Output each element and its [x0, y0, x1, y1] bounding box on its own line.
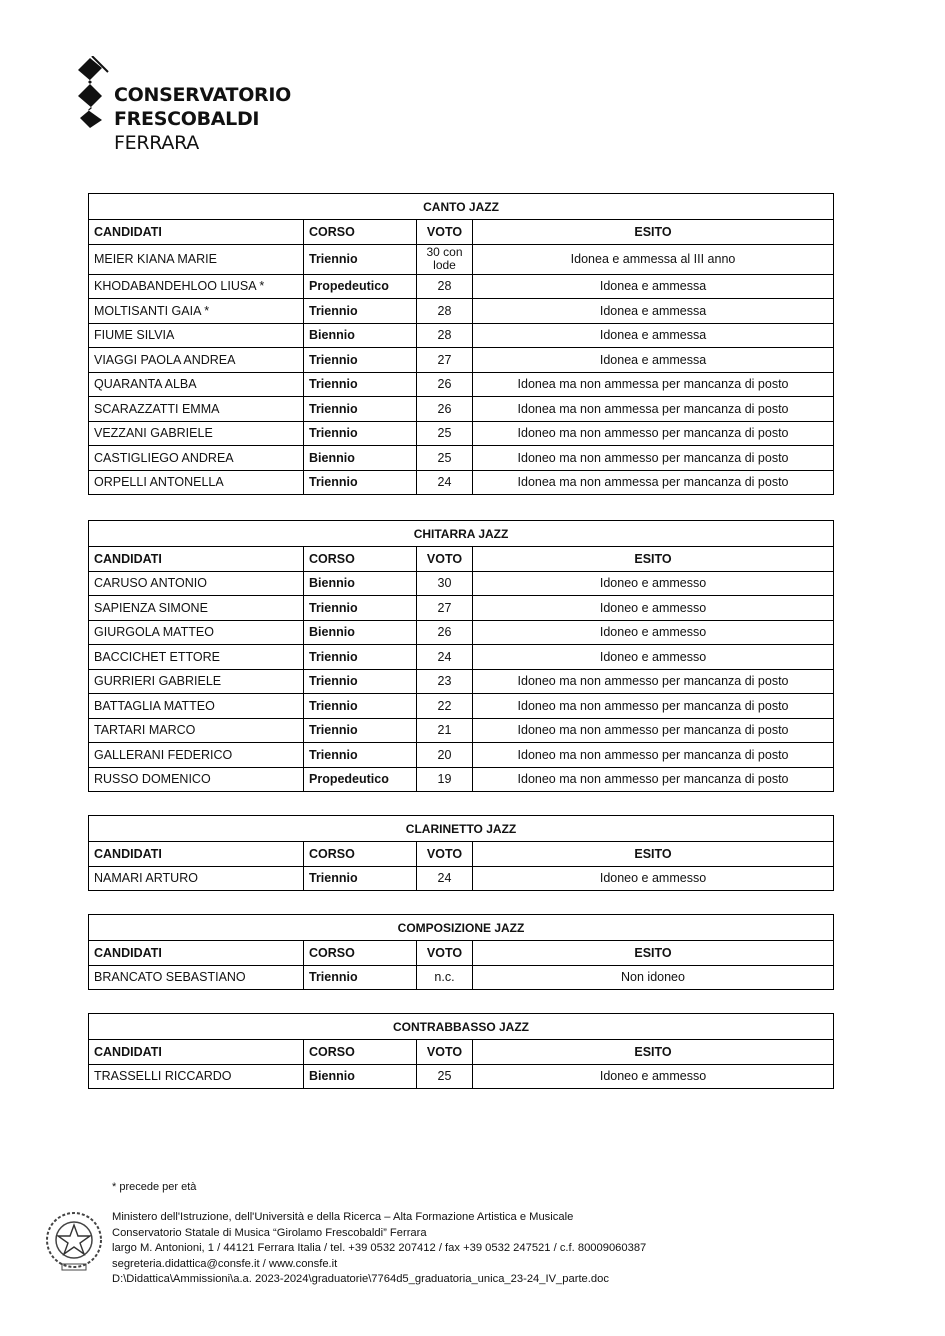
course: Triennio — [304, 244, 417, 274]
candidate-name: KHODABANDEHLOO LIUSA * — [89, 274, 304, 299]
course: Biennio — [304, 571, 417, 596]
grade: 25 — [417, 421, 473, 446]
outcome: Idonea ma non ammessa per mancanza di posto — [473, 397, 834, 422]
logo-line-frescobaldi: FRESCOBALDI — [114, 108, 260, 130]
grade: 24 — [417, 866, 473, 891]
grade: 25 — [417, 1064, 473, 1089]
column-header-esito: ESITO — [473, 842, 834, 867]
candidate-name: CARUSO ANTONIO — [89, 571, 304, 596]
column-header-esito: ESITO — [473, 220, 834, 245]
table-row — [89, 743, 834, 768]
outcome: Idonea e ammessa — [473, 348, 834, 373]
conservatorio-logo — [78, 56, 338, 156]
table-row — [89, 299, 834, 324]
outcome: Idoneo ma non ammesso per mancanza di posto — [473, 421, 834, 446]
table-row — [89, 470, 834, 495]
grade: 28 — [417, 274, 473, 299]
candidate-name: RUSSO DOMENICO — [89, 767, 304, 792]
column-header-esito: ESITO — [473, 547, 834, 572]
table-row — [89, 620, 834, 645]
candidate-name: ORPELLI ANTONELLA — [89, 470, 304, 495]
grade: 21 — [417, 718, 473, 743]
table-row — [89, 767, 834, 792]
grade: 26 — [417, 397, 473, 422]
conservatorio-logo-icon — [78, 56, 112, 130]
table-row — [89, 1064, 834, 1089]
outcome: Idoneo ma non ammesso per mancanza di posto — [473, 767, 834, 792]
table-row — [89, 669, 834, 694]
outcome: Idoneo e ammesso — [473, 596, 834, 621]
grade: 26 — [417, 620, 473, 645]
grade: 23 — [417, 669, 473, 694]
table-row — [89, 244, 834, 274]
grade: 28 — [417, 299, 473, 324]
outcome: Idonea e ammessa — [473, 323, 834, 348]
grade: 26 — [417, 372, 473, 397]
course: Triennio — [304, 299, 417, 324]
candidate-name: BACCICHET ETTORE — [89, 645, 304, 670]
column-header-candidati: CANDIDATI — [89, 842, 304, 867]
column-header-voto: VOTO — [417, 1040, 473, 1065]
column-header-voto: VOTO — [417, 220, 473, 245]
course: Triennio — [304, 718, 417, 743]
course: Triennio — [304, 669, 417, 694]
footer-contacts: segreteria.didattica@consfe.it / www.consfe.it — [112, 1257, 338, 1270]
table-row — [89, 718, 834, 743]
table-row — [89, 596, 834, 621]
logo-line-conservatorio: CONSERVATORIO — [114, 84, 291, 106]
candidate-name: GALLERANI FEDERICO — [89, 743, 304, 768]
grade: 24 — [417, 470, 473, 495]
grade: 24 — [417, 645, 473, 670]
outcome: Idoneo ma non ammesso per mancanza di posto — [473, 743, 834, 768]
column-header-candidati: CANDIDATI — [89, 547, 304, 572]
candidate-name: SCARAZZATTI EMMA — [89, 397, 304, 422]
candidate-name: TARTARI MARCO — [89, 718, 304, 743]
grade: n.c. — [417, 965, 473, 990]
outcome: Idoneo ma non ammesso per mancanza di posto — [473, 669, 834, 694]
footer-ministry: Ministero dell'Istruzione, dell'Università e della Ricerca – Alta Formazione Artistica e Musicale — [112, 1211, 574, 1223]
outcome: Non idoneo — [473, 965, 834, 990]
outcome: Idoneo e ammesso — [473, 620, 834, 645]
column-header-voto: VOTO — [417, 842, 473, 867]
table-title: CHITARRA JAZZ — [89, 521, 834, 547]
candidate-name: QUARANTA ALBA — [89, 372, 304, 397]
course: Triennio — [304, 965, 417, 990]
results-table — [88, 914, 834, 990]
table-row — [89, 274, 834, 299]
candidate-name: NAMARI ARTURO — [89, 866, 304, 891]
column-header-corso: CORSO — [304, 220, 417, 245]
outcome: Idoneo e ammesso — [473, 645, 834, 670]
candidate-name: MEIER KIANA MARIE — [89, 244, 304, 274]
grade: 27 — [417, 596, 473, 621]
table-row — [89, 372, 834, 397]
results-table — [88, 815, 834, 891]
course: Triennio — [304, 866, 417, 891]
outcome: Idonea e ammessa — [473, 274, 834, 299]
column-header-esito: ESITO — [473, 1040, 834, 1065]
column-header-voto: VOTO — [417, 547, 473, 572]
page-footer — [112, 1210, 646, 1288]
candidate-name: FIUME SILVIA — [89, 323, 304, 348]
grade: 20 — [417, 743, 473, 768]
course: Triennio — [304, 645, 417, 670]
footer-file-path: D:\Didattica\Ammissioni\a.a. 2023-2024\graduatorie\7764d5_graduatoria_unica_23-24_IV_parte.doc — [112, 1273, 609, 1285]
course: Triennio — [304, 348, 417, 373]
results-table — [88, 1013, 834, 1089]
course: Biennio — [304, 1064, 417, 1089]
course: Biennio — [304, 446, 417, 471]
course: Triennio — [304, 397, 417, 422]
italian-republic-emblem-icon — [44, 1208, 104, 1274]
table-row — [89, 645, 834, 670]
column-header-corso: CORSO — [304, 941, 417, 966]
outcome: Idoneo ma non ammesso per mancanza di posto — [473, 718, 834, 743]
course: Propedeutico — [304, 767, 417, 792]
candidate-name: GURRIERI GABRIELE — [89, 669, 304, 694]
outcome: Idonea ma non ammessa per mancanza di posto — [473, 372, 834, 397]
candidate-name: CASTIGLIEGO ANDREA — [89, 446, 304, 471]
course: Biennio — [304, 620, 417, 645]
grade: 28 — [417, 323, 473, 348]
candidate-name: TRASSELLI RICCARDO — [89, 1064, 304, 1089]
results-table — [88, 520, 834, 792]
candidate-name: BRANCATO SEBASTIANO — [89, 965, 304, 990]
table-title: CLARINETTO JAZZ — [89, 816, 834, 842]
outcome: Idoneo e ammesso — [473, 1064, 834, 1089]
course: Triennio — [304, 743, 417, 768]
course: Triennio — [304, 470, 417, 495]
candidate-name: GIURGOLA MATTEO — [89, 620, 304, 645]
column-header-candidati: CANDIDATI — [89, 941, 304, 966]
candidate-name: VIAGGI PAOLA ANDREA — [89, 348, 304, 373]
table-row — [89, 397, 834, 422]
grade: 25 — [417, 446, 473, 471]
table-title: CONTRABBASSO JAZZ — [89, 1014, 834, 1040]
course: Propedeutico — [304, 274, 417, 299]
footer-institution: Conservatorio Statale di Musica “Girolamo Frescobaldi” Ferrara — [112, 1226, 427, 1239]
grade: 19 — [417, 767, 473, 792]
candidate-name: BATTAGLIA MATTEO — [89, 694, 304, 719]
table-row — [89, 571, 834, 596]
column-header-corso: CORSO — [304, 1040, 417, 1065]
grade: 22 — [417, 694, 473, 719]
footnote: * precede per età — [112, 1181, 197, 1193]
outcome: Idonea e ammessa — [473, 299, 834, 324]
outcome: Idoneo e ammesso — [473, 571, 834, 596]
table-row — [89, 323, 834, 348]
table-title: CANTO JAZZ — [89, 194, 834, 220]
candidate-name: VEZZANI GABRIELE — [89, 421, 304, 446]
table-row — [89, 866, 834, 891]
results-table — [88, 193, 834, 495]
candidate-name: SAPIENZA SIMONE — [89, 596, 304, 621]
course: Triennio — [304, 596, 417, 621]
column-header-candidati: CANDIDATI — [89, 1040, 304, 1065]
outcome: Idonea e ammessa al III anno — [473, 244, 834, 274]
outcome: Idoneo ma non ammesso per mancanza di posto — [473, 694, 834, 719]
table-title: COMPOSIZIONE JAZZ — [89, 915, 834, 941]
outcome: Idoneo ma non ammesso per mancanza di posto — [473, 446, 834, 471]
candidate-name: MOLTISANTI GAIA * — [89, 299, 304, 324]
column-header-esito: ESITO — [473, 941, 834, 966]
logo-line-ferrara: FERRARA — [114, 132, 199, 154]
column-header-corso: CORSO — [304, 547, 417, 572]
grade: 27 — [417, 348, 473, 373]
table-row — [89, 965, 834, 990]
outcome: Idonea ma non ammessa per mancanza di posto — [473, 470, 834, 495]
grade: 30 — [417, 571, 473, 596]
course: Triennio — [304, 372, 417, 397]
course: Biennio — [304, 323, 417, 348]
course: Triennio — [304, 694, 417, 719]
table-row — [89, 348, 834, 373]
footer-address: largo M. Antonioni, 1 / 44121 Ferrara Italia / tel. +39 0532 207412 / fax +39 0532 247521 / c.f. 80009060387 — [112, 1242, 647, 1254]
column-header-candidati: CANDIDATI — [89, 220, 304, 245]
table-row — [89, 446, 834, 471]
table-row — [89, 421, 834, 446]
outcome: Idoneo e ammesso — [473, 866, 834, 891]
course: Triennio — [304, 421, 417, 446]
grade: 30 con lode — [417, 244, 473, 274]
column-header-corso: CORSO — [304, 842, 417, 867]
column-header-voto: VOTO — [417, 941, 473, 966]
table-row — [89, 694, 834, 719]
